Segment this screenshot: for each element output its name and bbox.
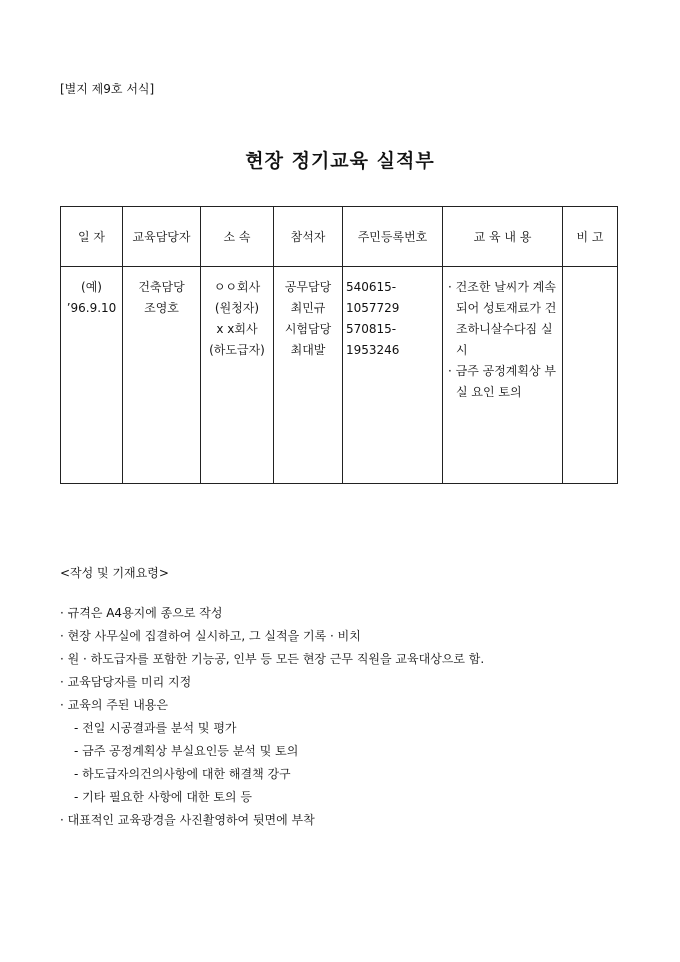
note-subitem: - 기타 필요한 사항에 대한 토의 등	[74, 790, 252, 804]
date-line: (예)	[81, 280, 102, 294]
header-affiliation: 소 속	[201, 207, 274, 267]
attendee-line: 최대발	[290, 343, 326, 357]
cell-resident-numbers	[343, 267, 443, 484]
note-subitem: - 전일 시공결과를 분석 및 평가	[74, 721, 237, 735]
instructor-line: 조영호	[144, 301, 179, 315]
note-subitem: - 금주 공정계획상 부실요인등 분석 및 토의	[74, 744, 299, 758]
affiliation-line: (하도급자)	[209, 343, 265, 357]
instructor-line: 건축담당	[138, 280, 185, 294]
cell-attendees	[274, 267, 343, 484]
attendee-line: 시험담당	[284, 322, 332, 336]
note-item: · 대표적인 교육광경을 사진촬영하여 뒷면에 부착	[60, 813, 315, 827]
note-item: · 교육담당자를 미리 지정	[60, 675, 192, 689]
note-item: · 규격은 A4용지에 종으로 작성	[60, 606, 223, 620]
resident-number-line: 570815-1953246	[346, 322, 400, 357]
education-record-table	[60, 206, 618, 484]
affiliation-line: ㅇㅇ회사	[213, 280, 261, 294]
resident-number-line: 540615-1057729	[346, 280, 400, 315]
header-content: 교 육 내 용	[443, 207, 563, 267]
content-item: · 건조한 날씨가 계속되어 성토재료가 건조하니살수다짐 실시	[448, 280, 557, 357]
header-resident-number: 주민등록번호	[343, 207, 443, 267]
note-item: · 현장 사무실에 집결하여 실시하고, 그 실적을 기록 · 비치	[60, 629, 361, 643]
attendee-line: 최민규	[290, 301, 326, 315]
note-item: · 원 · 하도급자를 포함한 기능공, 인부 등 모든 현장 근무 직원을 교육대상으로 함.	[60, 652, 485, 666]
date-line: ’96.9.10	[66, 301, 117, 315]
cell-affiliation	[201, 267, 274, 484]
header-remarks: 비 고	[563, 207, 618, 267]
affiliation-line: x x회사	[216, 322, 258, 336]
form-number-label: [별지 제9호 서식]	[60, 82, 155, 96]
cell-instructor	[123, 267, 201, 484]
cell-content	[443, 267, 563, 484]
header-instructor: 교육담당자	[123, 207, 201, 267]
content-item: · 금주 공정계획상 부실 요인 토의	[448, 364, 556, 399]
note-subitem: - 하도급자의건의사항에 대한 해결책 강구	[74, 767, 291, 781]
header-attendees: 참석자	[274, 207, 343, 267]
table-row	[61, 267, 618, 484]
table-header-row	[61, 207, 618, 267]
notes-title: <작성 및 기재요령>	[60, 566, 169, 580]
affiliation-line: (원청자)	[214, 301, 260, 315]
attendee-line: 공무담당	[284, 280, 332, 294]
cell-remarks	[563, 267, 618, 484]
header-date: 일 자	[61, 207, 123, 267]
note-item: · 교육의 주된 내용은	[60, 698, 168, 712]
page-title: 현장 정기교육 실적부	[245, 150, 435, 172]
notes-list	[60, 605, 484, 835]
cell-date	[61, 267, 123, 484]
